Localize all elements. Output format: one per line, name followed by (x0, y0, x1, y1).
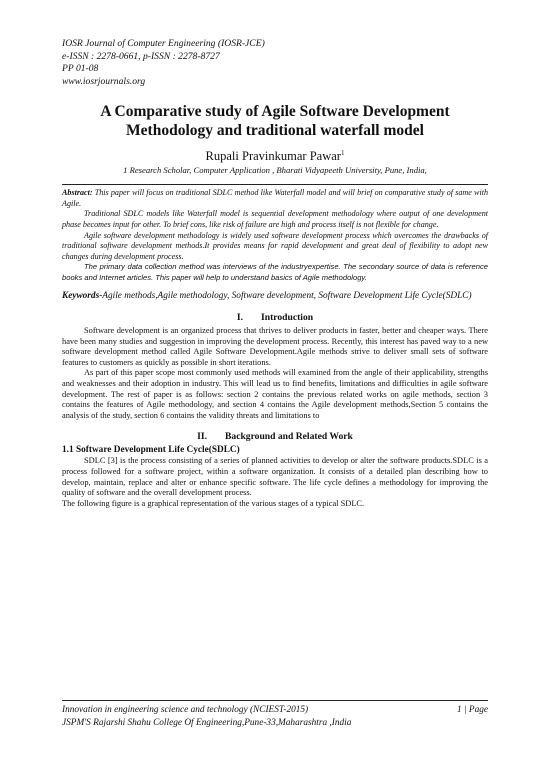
author-affiliation: 1 Research Scholar, Computer Application , Bharati Vidyapeeth University, Pune, India, (123, 165, 427, 176)
footer-conference: Innovation in engineering science and technology (NCIEST-2015) (62, 705, 309, 715)
journal-name: IOSR Journal of Computer Engineering (IOSR-JCE) (62, 38, 265, 49)
section-2-body (62, 456, 488, 509)
page-number: 1 | Page (457, 705, 488, 715)
section-2-title: Background and Related Work (225, 431, 353, 443)
keywords (62, 291, 488, 303)
footer-rule (62, 700, 488, 701)
subsection-heading: 1.1 Software Development Life Cycle(SDLC) (62, 445, 240, 456)
journal-website: www.iosrjournals.org (62, 75, 146, 87)
section-2-p1: SDLC [3] is the process consisting of a series of planned activities to develop or alter the software products.SDLC is a process followed for a software project, within a software organization. It consists of a detailed plan describing how to develop, maintain, replace and alter or enhance specific software. The life cycle defines a methodology for improving the quality of software and the overall development process. (62, 456, 488, 498)
page-range: PP 01-08 (62, 63, 99, 74)
issn: e-ISSN : 2278-0661, p-ISSN : 2278-8727 (62, 50, 220, 62)
title-line-2: Methodology and traditional waterfall model (126, 122, 424, 139)
abstract-p2: Traditional SDLC models like Waterfall model is sequential development methodology where output of one development phase becomes input for other. To brief cons, like risk of failure are high and process itself is not flexible for change. (62, 209, 488, 229)
title-line-1: A Comparative study of Agile Software Development (100, 103, 450, 120)
section-2-number: II. (197, 431, 207, 443)
section-1-p2: As part of this paper scope most commonly used methods will examined from the angle of their applicability, strengths and weaknesses and their adoption in industry. This will lead us to find benefits, limitations and difficulties in agile software development. The rest of paper is as follows: section 2 contains the previous related works on agile methods, section 3 contains the features of Agile methodology, and section 4 contains the Agile development methods,Section 5 contains the analysis of the study, section 6 contains the validity threats and limitations to (62, 368, 488, 420)
abstract-p4: The primary data collection method was interviews of the industryexpertise. The secondary source of data is reference books and Internet articles. This paper will help to understand basics of Agile methodology. (62, 262, 488, 282)
page-footer (62, 700, 488, 729)
author-name: Rupali Pravinkumar Pawar (205, 149, 341, 164)
header-rule (62, 184, 488, 185)
section-1-p1: Software development is an organized process that thrives to deliver products in faster, better and cheaper ways. There have been many studies and suggestion in improving the development process. Recently, this interest has paved way to a new software development method called Agile Software Development.Agile methods strive to deliver small sets of software features to customers as quickly as possible in short iterations. (62, 326, 488, 367)
abstract-p3: Agile software development methodology is widely used software development process which overcomes the drawbacks of traditional software development methods.It provides means for rapid development and great deal of flexibility to adopt new changes during development process. (62, 230, 488, 261)
keywords-text: Agile methods,Agile methodology, Software development, Software Development Life Cycle(SDLC) (102, 290, 472, 301)
section-1-number: I. (236, 312, 244, 323)
author (62, 149, 488, 164)
keywords-label: Keywords- (62, 290, 103, 301)
section-2-heading (62, 431, 488, 442)
journal-header (62, 38, 488, 88)
abstract-p1: This paper will focus on traditional SDLC method like Waterfall model and will brief on comparative study of same with Agile. (62, 188, 488, 208)
abstract (62, 188, 488, 283)
author-mark: 1 (340, 149, 345, 157)
section-1-body (62, 326, 488, 421)
section-1-heading (62, 312, 488, 323)
paper-page (62, 38, 488, 509)
abstract-label: Abstract: (62, 188, 93, 198)
section-2-p2: The following figure is a graphical representation of the various stages of a typical SDLC. (62, 498, 365, 508)
paper-title (62, 102, 488, 140)
footer-college: JSPM'S Rajarshi Shahu College Of Engineering,Pune-33,Maharashtra ,India (62, 718, 352, 728)
section-1-title: Introduction (261, 312, 314, 323)
